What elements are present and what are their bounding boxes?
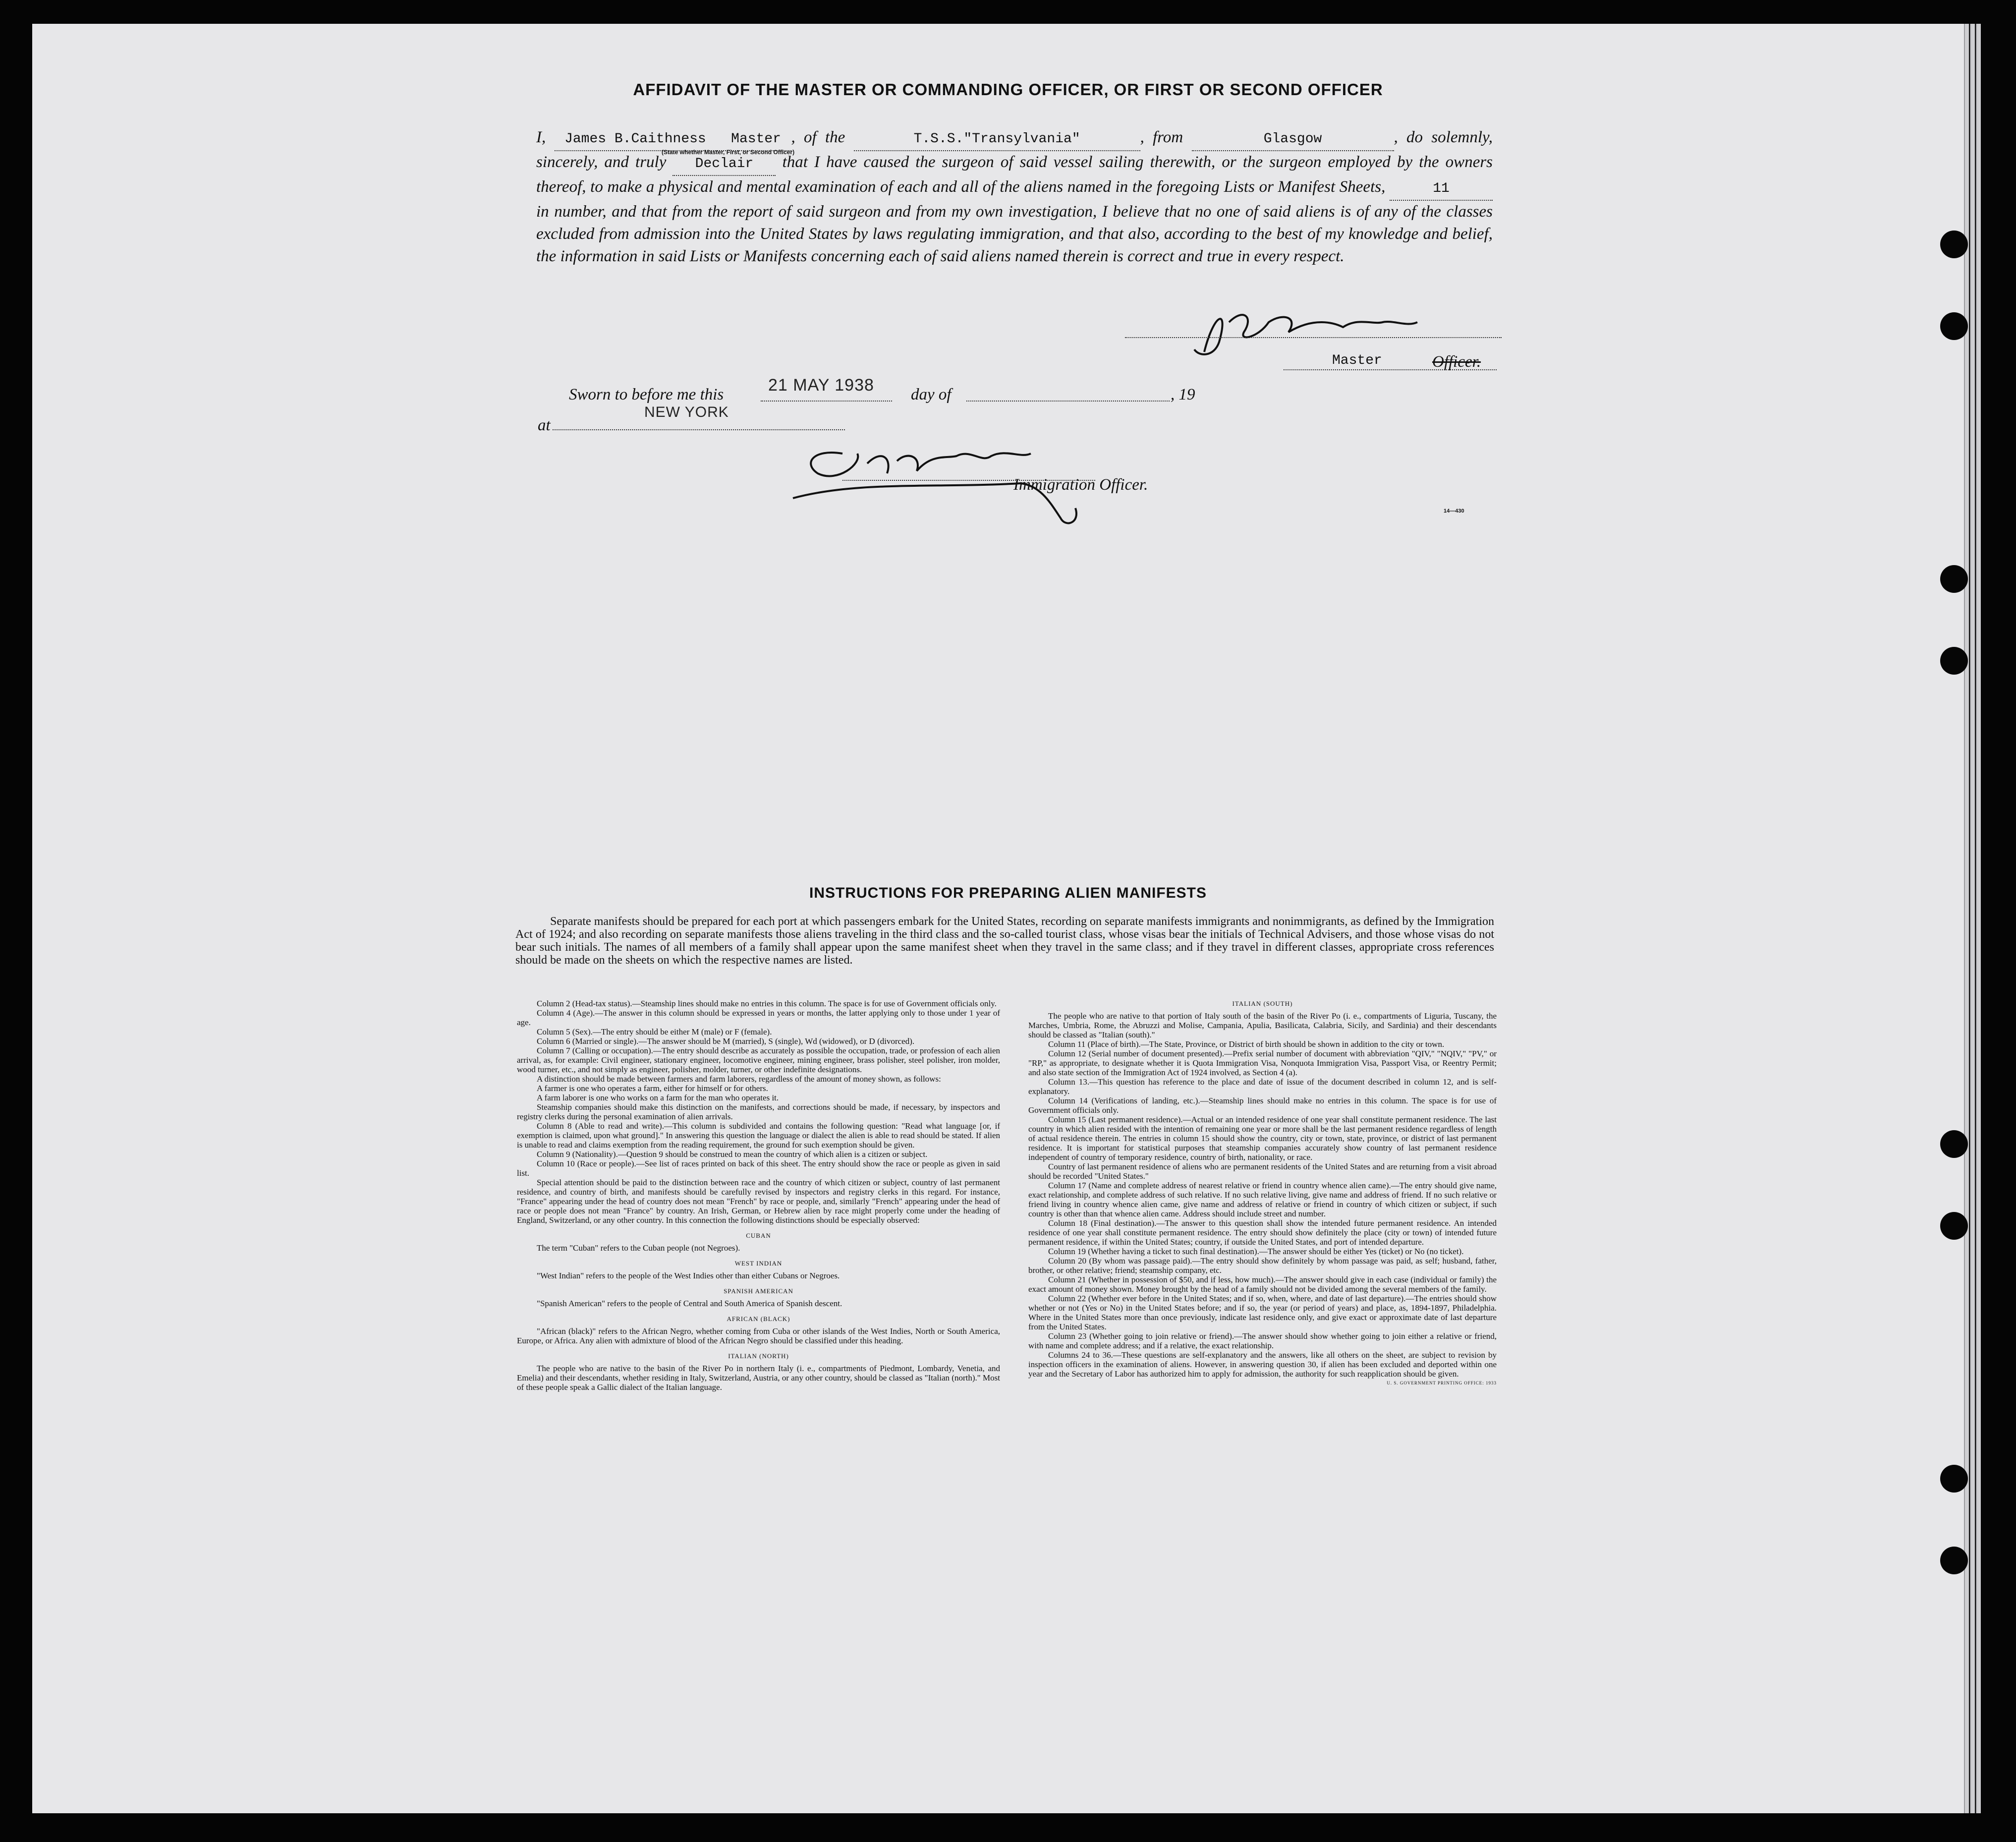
column-12-instruction: Column 12 (Serial number of document presented).—Prefix serial number of document with abbreviation "QIV," "NQIV," "PV," or "RP," as appropriate, to designate whether it is Quota Immigration Visa, Nonquota Immigration Visa, Passport Visa, or Reentry Permit; and also state section of the Immigration Act of 1924 involved, as Section 4 (a). [1028, 1049, 1497, 1077]
column-14-instruction: Column 14 (Verifications of landing, etc.).—Steamship lines should make no entries in this column. The space is for use of Government officials only. [1028, 1096, 1497, 1115]
column-22-instruction: Column 22 (Whether ever before in the United States; and if so, when, where, and date of last departure).—The entries should show whether or not (Yes or No) in the United States before; and if so, the year (or period of years) and place, as, 1894-1897, Philadelphia. Where in the United States more than once previously, indicate last residence only, and give exact or approximate date of last departure from the United States. [1028, 1294, 1497, 1331]
sworn-label: Sworn to before me this [569, 386, 724, 403]
spanish-american-heading: SPANISH AMERICAN [724, 1287, 793, 1295]
returning-residents-note: Country of last permanent residence of aliens who are permanent residents of the United States and are returning from a visit abroad should be recorded "United States." [1028, 1162, 1497, 1181]
page-edge [1964, 24, 1969, 1813]
binder-hole [1940, 230, 1968, 258]
master-signature [1184, 302, 1422, 367]
distinction-note: Steamship companies should make this distinction on the manifests, and corrections should be made, if necessary, by inspectors and registry clerks during the personal examination of alien arrivals. [517, 1102, 1000, 1121]
columns-24-36-instruction: Columns 24 to 36.—These questions are self-explanatory and the answers, like all others on the sheet, are subject to revision by inspection officers in the examination of aliens. However, in answering question 30, if alien has been excluded and deported within one year and the Secretary of Labor has authorized him to apply for admission, the authority for such reapplication should be given. [1028, 1350, 1497, 1379]
binder-hole [1940, 1465, 1968, 1493]
column-15-instruction: Column 15 (Last permanent residence).—Actual or an intended residence of one year shall constitute permanent residence. The last country in which alien resided with the intention of remaining one year or more shall be the last permanent residence regardless of length of actual residence therein. The entries in column 15 should show the country, city or town, state, province, or district of last permanent residence. It is important for statistical purposes that steamship companies accurately show country of last permanent residence independent of country of temporary residence, country of birth, nationality, or race. [1028, 1115, 1497, 1162]
binder-hole [1940, 1212, 1968, 1240]
farm-laborer-definition: A farm laborer is one who works on a farm for the man who operates it. [537, 1093, 779, 1102]
column-11-instruction: Column 11 (Place of birth).—The State, Province, or District of birth should be shown in addition to the city or town. [1048, 1039, 1445, 1049]
italian-south-heading: ITALIAN (SOUTH) [1232, 1000, 1293, 1007]
column-4-instruction: Column 4 (Age).—The answer in this column should be expressed in years or months, the latter applying only to those under 1 year of age. [517, 1008, 1000, 1027]
officer-word: Officer. [1432, 353, 1481, 371]
binder-hole [1940, 647, 1968, 675]
officer-title: Immigration Officer. [1013, 476, 1148, 494]
italian-north-definition: The people who are native to the basin of the River Po in northern Italy (i. e., compartments of Piedmont, Lombardy, Venetia, and Emelia) and their descendants, whether residing in Italy, Switzerland, Austria, or any other country, should be classed as "Italian (north)." Most of these people speak a Gallic dialect of the Italian language. [517, 1364, 1000, 1392]
farmer-distinction: A distinction should be made between farmers and farm laborers, regardless of the amount of money shown, as follows: [537, 1074, 941, 1084]
column-9-instruction: Column 9 (Nationality).—Question 9 should be construed to mean the country of which alien is a citizen or subject. [537, 1150, 928, 1159]
printing-office-line: U. S. GOVERNMENT PRINTING OFFICE: 1933 [1387, 1381, 1497, 1385]
instructions-intro: Separate manifests should be prepared for each port at which passengers embark for the United States, recording on separate manifests immigrants and nonimmigrants, as defined by the Immigration Act of 1924; and also recording on separate manifests those aliens traveling in the third class and the so-called tourist class, whose visas bear the initials of Technical Advisers, and those whose visas do not bear such initials. The names of all members of a family shall appear upon the same manifest sheet when they travel in the same class; and if they travel in different classes, appropriate cross references should be made on the sheets on which the respective names are listed. [515, 915, 1494, 967]
affidavit-title: AFFIDAVIT OF THE MASTER OR COMMANDING OFFICER, OR FIRST OR SECOND OFFICER [633, 80, 1383, 99]
column-21-instruction: Column 21 (Whether in possession of $50, and if less, how much).—The answer should give in each case (individual or family) the exact amount of money shown. Money brought by the head of a family should not be divided among the several members of the family. [1028, 1275, 1497, 1294]
officer-name-rank: James B.Caithness Master [555, 128, 791, 151]
binder-hole [1940, 1130, 1968, 1158]
column-18-instruction: Column 18 (Final destination).—The answer to this question shall show the intended future permanent residence. An intended residence of one year shall constitute permanent residence. The entry should show definitely the place (city or town) of intended future permanent residence, if within the United States; country, if outside the United States, and port of intended departure. [1028, 1218, 1497, 1247]
west-indian-heading: WEST INDIAN [734, 1260, 783, 1267]
column-5-instruction: Column 5 (Sex).—The entry should be either M (male) or F (female). [537, 1027, 772, 1036]
date-line [761, 401, 892, 402]
affidavit-paragraph: I, James B.Caithness Master , of the T.S.S."Transylvania" , from Glasgow , do solemnly, sincerely, and truly Declair that I have caused the surgeon of said vessel sailing therewith, or the surgeon employed by the owners thereof, to make a physical and mental examination of each and all of the aliens named in the foregoing Lists or Manifest Sheets, 11 in number, and that from the report of said surgeon and from my own investigation, I believe that no one of said aliens is of any of the classes excluded from admission into the United States by laws regulating immigration, and that also, according to the best of my knowledge and belief, the information in said Lists or Manifests concerning each of said aliens named therein is correct and true in every respect. [536, 128, 1493, 265]
instructions-left-column [517, 999, 1000, 1392]
place-stamp: NEW YORK [644, 404, 729, 420]
race-distinction-note: Special attention should be paid to the distinction between race and the country of which citizen or subject, country of last permanent residence, and country of birth, and manifests should be carefully revised by inspectors and registry clerks in this regard. For instance, "France" appearing under the head of country does not mean "French" by race or people, and, similarly "French" appearing under the head of race or people does not mean "France" by country. An Irish, German, or Hebrew alien by race might properly come under the heading of England, Switzerland, or any other country. In this connection the following distinctions should be especially observed: [517, 1178, 1000, 1225]
year-label: , 19 [1171, 386, 1195, 403]
column-10-instruction: Column 10 (Race or people).—See list of races printed on back of this sheet. The entry should show the race or people as given in said list. [517, 1159, 1000, 1178]
binder-hole [1940, 565, 1968, 593]
binder-hole [1940, 312, 1968, 340]
form-number: 14—430 [1444, 508, 1464, 514]
west-indian-definition: "West Indian" refers to the people of the West Indies other than either Cubans or Negroes. [537, 1271, 840, 1280]
column-17-instruction: Column 17 (Name and complete address of nearest relative or friend in country whence alien came).—The entry should give name, exact relationship, and complete address of such relative. If no such relative living, give name and address of friend. If no such relative or friend living in country whence alien came, give name and address of relative or friend in country of which citizen or subject, if such country is other than that whence alien came. Address should include street and number. [1028, 1181, 1497, 1218]
column-20-instruction: Column 20 (By whom was passage paid).—The entry should show definitely by whom passage was paid, as self; husband, father, brother, or other relative; friend; steamship company, etc. [1028, 1256, 1497, 1275]
binder-hole [1940, 1547, 1968, 1574]
place-line [553, 429, 845, 430]
italian-south-definition: The people who are native to that portion of Italy south of the basin of the River Po (i. e., compartments of Liguria, Tuscany, the Marches, Umbria, Rome, the Abruzzi and Molise, Campania, Apulia, Basilicata, Calabria, Sicily, and Sardinia) and their descendants should be classed as "Italian (south)." [1028, 1011, 1497, 1039]
column-19-instruction: Column 19 (Whether having a ticket to such final destination).—The answer should be either Yes (ticket) or No (no ticket). [1048, 1247, 1464, 1256]
declare-word: Declair [672, 153, 776, 176]
column-2-instruction: Column 2 (Head-tax status).—Steamship lines should make no entries in this column. The space is for use of Government officials only. [537, 999, 997, 1008]
port-of-departure: Glasgow [1192, 128, 1394, 151]
column-23-instruction: Column 23 (Whether going to join relative or friend).—The answer should show whether going to join either a relative or friend, with name and complete address; and if a relative, the exact relationship. [1028, 1331, 1497, 1350]
cuban-definition: The term "Cuban" refers to the Cuban people (not Negroes). [537, 1243, 740, 1253]
affidavit-intro: I, [536, 128, 546, 146]
column-13-instruction: Column 13.—This question has reference to the place and date of issue of the document described in column 12, and is self-explanatory. [1028, 1077, 1497, 1096]
signer-title: Master [1332, 353, 1382, 368]
african-heading: AFRICAN (BLACK) [727, 1315, 790, 1323]
column-8-instruction: Column 8 (Able to read and write).—This column is subdivided and contains the following question: "Read what language [or, if exemption is claimed, upon what ground]." In answering this question the language or dialect the alien is able to read should be stated. If alien is unable to read and claims exemption from the reading requirement, the ground for such exemption should be given. [517, 1121, 1000, 1150]
african-definition: "African (black)" refers to the African Negro, whether coming from Cuba or other islands of the West Indies, North or South America, Europe, or Africa. Any alien with admixture of blood of the African Negro should be classified under this heading. [517, 1326, 1000, 1345]
farmer-definition: A farmer is one who operates a farm, either for himself or for others. [537, 1084, 768, 1093]
page-edge [1976, 24, 1981, 1813]
column-7-instruction: Column 7 (Calling or occupation).—The entry should describe as accurately as possible the occupation, trade, or profession of each alien arrival, as, for example: Civil engineer, stationary engineer, locomotive engineer, mining engineer, brass polisher, steel polisher, iron molder, wood turner, etc., and not simply as engineer, polisher, molder, turner, or other indefinite designations. [517, 1046, 1000, 1074]
instructions-right-column [1028, 999, 1497, 1388]
cuban-heading: CUBAN [746, 1232, 771, 1239]
rank-note: (State whether Master, First, or Second Officer) [662, 149, 795, 156]
sheet-count: 11 [1390, 177, 1493, 201]
signature-line [1125, 337, 1502, 338]
at-label: at [538, 416, 551, 434]
vessel-name: T.S.S."Transylvania" [854, 128, 1140, 151]
spanish-american-definition: "Spanish American" refers to the people of Central and South America of Spanish descent. [537, 1299, 842, 1308]
page-edge [1970, 24, 1975, 1813]
sworn-date-stamp: 21 MAY 1938 [768, 376, 874, 395]
italian-north-heading: ITALIAN (NORTH) [728, 1352, 789, 1360]
instructions-title: INSTRUCTIONS FOR PREPARING ALIEN MANIFESTS [809, 885, 1207, 901]
month-line [966, 401, 1170, 402]
column-6-instruction: Column 6 (Married or single).—The answer should be M (married), S (single), Wd (widowed), or D (divorced). [537, 1036, 915, 1046]
day-of-label: day of [911, 386, 952, 403]
